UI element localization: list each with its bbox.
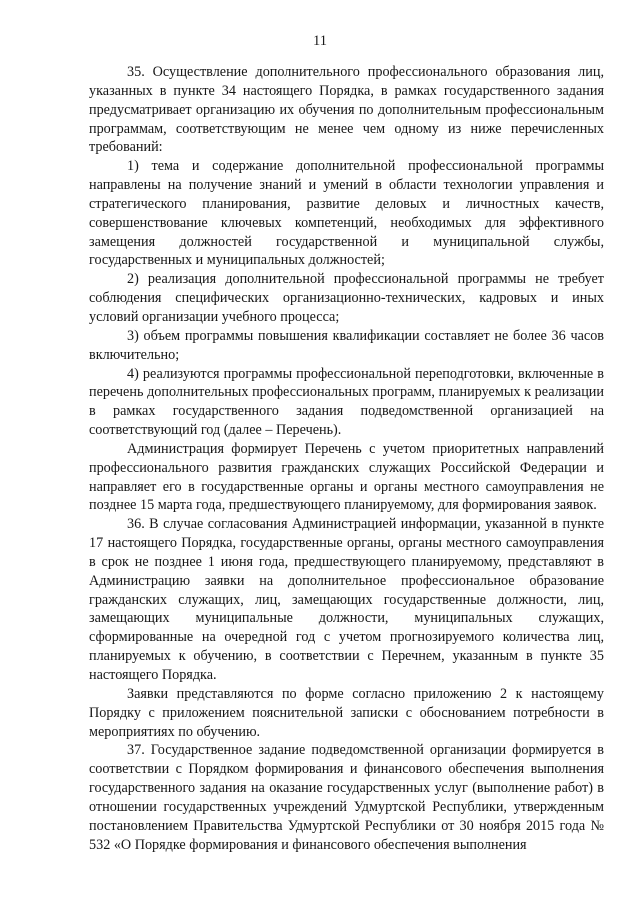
paragraph-35: 35. Осуществление дополнительного профессионального образования лиц, указанных в пункте 34 настоящего Порядка, в рамках государственного задания предусматривает организацию их обучения по дополнительным профессиональным программам, соответствующим не менее чем одному из ниже перечисленных требований: (89, 64, 604, 156)
paragraph-35-item-3: 3) объем программы повышения квалификации составляет не более 36 часов включительно; (89, 327, 604, 363)
document-body (89, 63, 604, 854)
paragraph-35-item-1: 1) тема и содержание дополнительной профессиональной программы направлены на получение знаний и умений в области технологии управления и стратегического планирования, развитие деловых и личностных качеств, совершенствование ключевых компетенций, необходимых для эффективного замещения должностей государственной и муниципальной службы, государственных и муниципальных должностей; (89, 158, 604, 269)
paragraph-35-item-2: 2) реализация дополнительной профессиональной программы не требует соблюдения специфических организационно-технических, кадровых и иных условий организации учебного процесса; (89, 271, 604, 325)
paragraph-applications-form: Заявки представляются по форме согласно приложению 2 к настоящему Порядку с приложением пояснительной записки с обоснованием потребности в мероприятиях по обучению. (89, 685, 604, 740)
page-number: 11 (313, 33, 327, 49)
paragraph-administration-list: Администрация формирует Перечень с учетом приоритетных направлений профессионального развития гражданских служащих Российской Федерации и направляет его в государственные органы и органы местного самоуправления не позднее 15 марта года, предшествующего планируемому, для формирования заявок. (89, 440, 604, 514)
paragraph-35-item-4: 4) реализуются программы профессиональной переподготовки, включенные в перечень дополнительных профессиональных программ, планируемых к реализации в рамках государственного задания подведомственной организацией на соответствующий год (далее – Перечень). (89, 365, 604, 439)
paragraph-37: 37. Государственное задание подведомственной организации формируется в соответствии с Порядком формирования и финансового обеспечения выполнения государственного задания на оказание государственных услуг (выполнение работ) в отношении государственных учреждений Удмуртской Республики, утвержденным постановлением Правительства Удмуртской Республики от 30 ноября 2015 года № 532 «О Порядке формирования и финансового обеспечения выполнения (89, 742, 604, 853)
paragraph-36: 36. В случае согласования Администрацией информации, указанной в пункте 17 настоящего Порядка, государственные органы, органы местного самоуправления в срок не позднее 1 июня года, предшествующего планируемому, представляют в Администрацию заявки на дополнительное профессиональное образование гражданских служащих, лиц, замещающих государственные должности, лиц, замещающих муниципальные должности, муниципальных служащих, сформированные на очередной год с учетом прогнозируемого количества лиц, планируемых к обучению, в соответствии с Перечнем, указанным в пункте 35 настоящего Порядка. (89, 516, 604, 683)
